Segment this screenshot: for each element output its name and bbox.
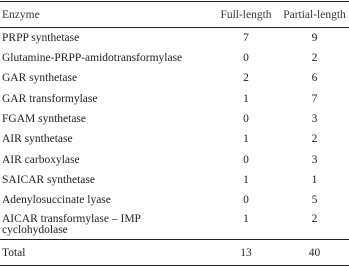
row-enzyme: SAICAR synthetase <box>2 174 95 186</box>
row-partial: 5 <box>311 194 318 206</box>
header-enzyme: Enzyme <box>2 9 40 21</box>
header-full-length: Full-length <box>220 9 272 21</box>
row-enzyme: Adenylosuccinate lyase <box>2 194 111 206</box>
table-bottom-rule <box>0 265 349 266</box>
header-rule <box>0 27 349 28</box>
row-full: 2 <box>243 72 249 84</box>
row-enzyme: AIR carboxylase <box>2 154 80 166</box>
table-top-rule <box>0 1 349 2</box>
row-enzyme-line1: AICAR transformylase – IMP <box>2 213 141 225</box>
row-full: 7 <box>243 32 249 44</box>
row-full: 1 <box>243 133 249 145</box>
row-partial: 2 <box>311 133 318 145</box>
total-label: Total <box>2 247 26 259</box>
header-partial-length: Partial-length <box>283 9 346 21</box>
row-partial: 9 <box>311 32 318 44</box>
row-full: 0 <box>243 194 249 206</box>
row-partial: 2 <box>311 213 318 225</box>
row-partial: 6 <box>311 72 318 84</box>
row-enzyme: FGAM synthetase <box>2 113 87 125</box>
row-full: 1 <box>243 93 249 105</box>
row-full: 1 <box>243 213 249 225</box>
row-partial: 3 <box>311 113 318 125</box>
row-partial: 2 <box>311 52 318 64</box>
row-partial: 3 <box>311 154 318 166</box>
row-enzyme-line2: cyclohydolase <box>2 224 68 236</box>
total-partial: 40 <box>308 247 321 259</box>
row-full: 1 <box>243 174 249 186</box>
total-full: 13 <box>240 247 252 259</box>
row-full: 0 <box>243 113 249 125</box>
row-enzyme: Glutamine-PRPP-amidotransformylase <box>2 52 183 64</box>
row-enzyme: PRPP synthetase <box>2 32 80 44</box>
row-full: 0 <box>243 154 249 166</box>
row-enzyme: GAR synthetase <box>2 72 78 84</box>
total-rule <box>0 239 349 240</box>
row-enzyme: GAR transformylase <box>2 93 98 105</box>
row-enzyme: AIR synthetase <box>2 133 73 145</box>
row-partial: 7 <box>311 93 318 105</box>
row-full: 0 <box>243 52 249 64</box>
row-partial: 1 <box>311 174 318 186</box>
